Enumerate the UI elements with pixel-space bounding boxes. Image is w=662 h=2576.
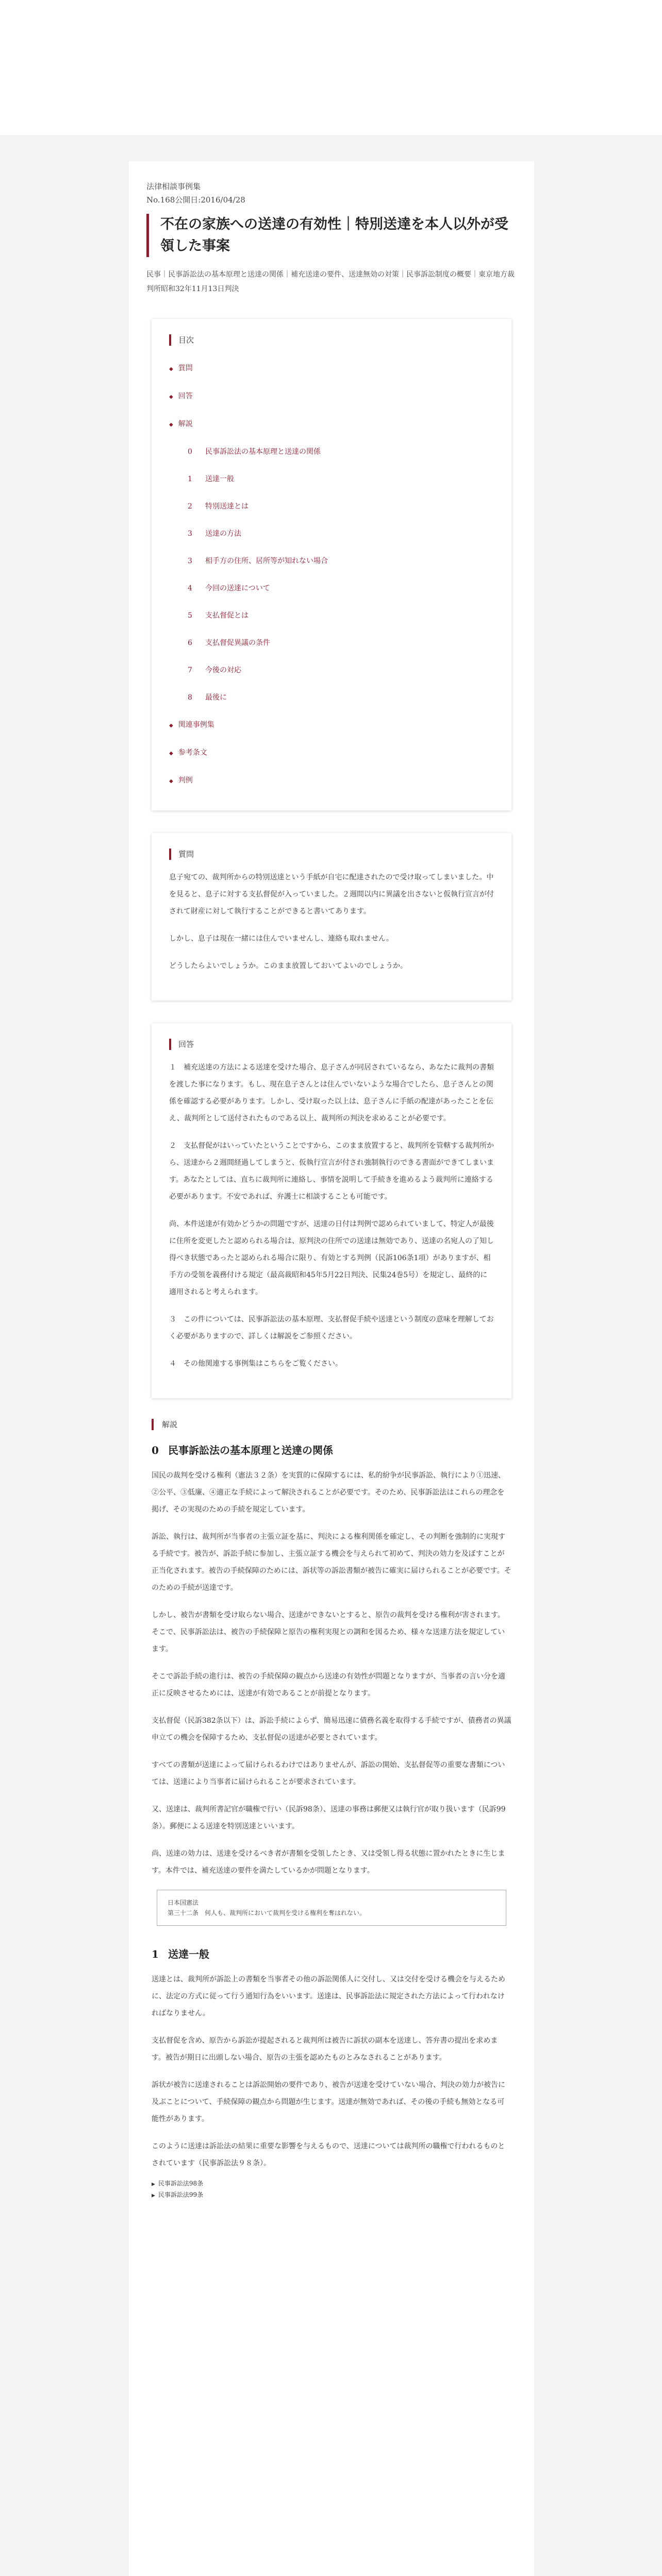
commentary-paragraph: そこで訴訟手続の進行は、被告の手続保障の観点から送達の有効性が問題となりますが、当事者の言い分を適正に反映させるためには、送達が有効であることが前提となります。	[152, 1672, 505, 1698]
toc-heading: 目次	[169, 334, 494, 346]
toc-sub-num: 8	[188, 693, 192, 702]
toc-sub-num: 6	[188, 639, 192, 647]
commentary-paragraph: すべての書類が送達によって届けられるわけではありませんが、訴訟の開始、支払督促等の重要な書類については、送達により当事者に届けられることが要求されています。	[152, 1761, 505, 1786]
keywords: 民事｜民事訴訟法の基本原理と送達の関係｜補充送達の要件、送達無効の対策｜民事訴訟制度の概要｜東京地方裁判所昭和32年11月13日判決	[146, 270, 515, 293]
commentary-paragraph: しかし、被告が書類を受け取らない場合、送達ができないとすると、原告の裁判を受ける権利が害されます。そこで、民事訴訟法は、被告の手続保障と原告の権利実現との調和を図るため、様々な送達方法を規定しています。	[152, 1611, 505, 1653]
statute-link-label: 民事訴訟法98条	[158, 2180, 204, 2187]
toc-item-related[interactable]	[169, 711, 494, 739]
toc-sub-label: 今回の送達について	[205, 584, 270, 592]
toc-sub-label: 相手方の住所、居所等が知れない場合	[205, 557, 328, 565]
toc-item-label: 判例	[178, 776, 193, 785]
toc-sub-num: 7	[188, 666, 192, 674]
toc-sub-num: 2	[188, 502, 192, 511]
commentary-paragraph: 支払督促（民訴382条以下）は、訴訟手続によらず、簡易迅速に債務名義を取得する手続ですが、債務者の異議申立ての機会を保障するため、支払督促の送達が必要とされています。	[152, 1717, 511, 1742]
toc-item-question[interactable]	[169, 355, 494, 383]
commentary-section	[146, 1419, 517, 2201]
answer-box	[152, 1023, 511, 1398]
toc-sub-num: 1	[188, 475, 192, 483]
section-heading	[152, 1946, 511, 1962]
category-label: 法律相談事例集	[146, 182, 201, 191]
toc-sub-item[interactable]	[169, 575, 494, 602]
toc-item-label: 参考条文	[178, 749, 207, 757]
statute-link[interactable]	[152, 2178, 511, 2190]
bullet-icon: ◆	[169, 422, 173, 428]
answer-paragraph: ２ 支払督促がはいっていたということですから、このまま放置すると、裁判所を管轄する裁判所から、送達から２週間経過してしまうと、仮執行宣言が付され強制執行のできる書面ができてしまいます。あなたとしては、直ちに裁判所に連絡し、事情を説明して手続きを進めるよう裁判所に連絡する必要があります。不安であれば、弁護士に相談することも可能です。	[169, 1142, 494, 1201]
commentary-paragraph: このように送達は訴訟法の結果に重要な影響を与えるもので、送達については裁判所の職権で行われるものとされています（民事訴訟法９８条）。	[152, 2142, 505, 2167]
commentary-paragraph: 支払督促を含め、原告から訴訟が提起されると裁判所は被告に訴状の副本を送達し、答弁書の提出を求めます。被告が期日に出頭しない場合、原告の主張を認めたものとみなされることがあります。	[152, 2037, 498, 2062]
toc-sub-num: 3	[188, 557, 192, 565]
commentary-paragraph: 又、送達は、裁判所書記官が職権で行い（民訴98条）、送達の事務は郵便又は執行官が取り扱います（民訴99条）。郵便による送達を特別送達といいます。	[152, 1805, 506, 1831]
toc-item-precedents[interactable]	[169, 767, 494, 795]
commentary-paragraph: 国民の裁判を受ける権利（憲法３２条）を実質的に保障するには、私的紛争が民事訴訟、執行により①迅速、②公平、③低廉、④適正な手続によって解決されることが必要です。そのため、民事訴訟法はこれらの理念を掲げ、その実現のための手続を規定しています。	[152, 1471, 505, 1514]
toc-sub-item[interactable]	[169, 548, 494, 575]
article-meta	[146, 161, 517, 207]
section-heading	[152, 1443, 511, 1458]
statute-link[interactable]	[152, 2190, 511, 2201]
commentary-paragraph: 訴訟、執行は、裁判所が当事者の主張立証を基に、判決による権利関係を確定し、その判断を強制的に実現する手続です。被告が、訴訟手続に参加し、主張立証する機会を与えられて初めて、判決の効力を及ぼすことが正当化されます。被告の手続保障のためには、訴状等の訴訟書類が被告に確実に届けられることが必要です。そのための手続が送達です。	[152, 1533, 511, 1592]
toc-sub-label: 今後の対応	[205, 666, 241, 674]
bullet-icon: ◆	[169, 394, 173, 400]
answer-paragraph: １ 補充送達の方法による送達を受けた場合、息子さんが同居されているなら、あなたに裁判の書類を渡した事になります。もし、現在息子さんとは住んでいないような場合でしたら、息子さんとの関係を確認する必要があります。しかし、受け取った以上は、息子さんに手紙の配達があったことを伝え、裁判所として送付されたものである以上、裁判所の判決を求めることが必要です。	[169, 1063, 494, 1123]
statute-links	[152, 2178, 511, 2201]
toc-sub-num: 5	[188, 612, 192, 620]
toc-sub-item[interactable]	[169, 438, 494, 466]
statute-link-label: 民事訴訟法99条	[158, 2191, 204, 2198]
question-heading: 質問	[169, 849, 494, 860]
toc-sub-item[interactable]	[169, 630, 494, 657]
question-paragraph: どうしたらよいでしょうか。このまま放置しておいてよいのでしょうか。	[169, 962, 407, 970]
question-box	[152, 833, 511, 1001]
toc-sub-item[interactable]	[169, 466, 494, 493]
commentary-paragraph: 尚、送達の効力は、送達を受けるべき者が書類を受領したとき、又は受領し得る状態に置かれたときに生じます。本件では、補充送達の要件を満たしているかが問題となります。	[152, 1850, 505, 1875]
answer-paragraph: ４ その他関連する事例集はこちらをご覧ください。	[169, 1360, 342, 1368]
question-paragraph: しかし、息子は現在一緒には住んでいませんし、連絡も取れません。	[169, 935, 393, 943]
section-num: 0	[152, 1444, 159, 1456]
bullet-icon: ◆	[169, 366, 173, 372]
toc-sub-label: 最後に	[205, 693, 227, 702]
page-title: 不在の家族への送達の有効性｜特別送達を本人以外が受領した事案	[146, 214, 517, 257]
toc-sub-item[interactable]	[169, 493, 494, 520]
table-of-contents	[152, 319, 511, 810]
toc-item-label: 回答	[178, 392, 193, 400]
section-title: 送達一般	[168, 1948, 209, 1960]
statute-quote: 日本国憲法 第三十二条 何人も、裁判所において裁判を受ける権利を奪はれない。	[157, 1890, 506, 1926]
article	[129, 161, 534, 2576]
site-header	[0, 0, 662, 135]
toc-sub-label: 特別送達とは	[205, 502, 249, 511]
toc-sub-item[interactable]	[169, 520, 494, 548]
commentary-paragraph: 訴状が被告に送達されることは訴訟開始の要件であり、被告が送達を受けていない場合、判決の効力が被告に及ぶことについて、手続保障の観点から問題が生じます。送達が無効であれば、その後の手続も無効となる可能性があります。	[152, 2081, 505, 2123]
toc-sub-num: 0	[188, 448, 192, 456]
toc-sub-num: 3	[188, 530, 192, 538]
toc-sub-item[interactable]	[169, 684, 494, 711]
triangle-right-icon: ▶	[152, 2193, 155, 2198]
toc-sub-item[interactable]	[169, 657, 494, 684]
toc-item-commentary[interactable]	[169, 411, 494, 438]
commentary-paragraph: 送達とは、裁判所が訴訟上の書類を当事者その他の訴訟関係人に交付し、又は交付を受ける機会を与えるために、法定の方式に従って行う通知行為をいいます。送達は、民事訴訟法に規定された方法によって行われなければなりません。	[152, 1975, 505, 2018]
bullet-icon: ◆	[169, 723, 173, 728]
section-title: 民事訴訟法の基本原理と送達の関係	[168, 1444, 333, 1456]
question-paragraph: 息子宛ての、裁判所からの特別送達という手紙が自宅に配達されたので受け取ってしまいました。中を見ると、息子に対する支払督促が入っていました。２週間以内に異議を出さないと仮執行宣言が付されて財産に対して執行することができると書いてあります。	[169, 873, 494, 916]
toc-sub-label: 支払督促とは	[205, 612, 249, 620]
toc-item-label: 関連事例集	[178, 721, 214, 729]
toc-sub-item[interactable]	[169, 602, 494, 630]
toc-item-label: 質問	[178, 364, 193, 372]
bullet-icon: ◆	[169, 751, 173, 756]
toc-sub-label: 支払督促異議の条件	[205, 639, 270, 647]
answer-paragraph: 尚、本件送達が有効かどうかの問題ですが、送達の日付は判例で認められていまして、特定人が最後に住所を変更したと認められる場合は、原判決の住所での送達は無効であり、送達の名宛人の了知し得べき状態であったと認められる場合に限り、有効とする判例（民訴106条1項）がありますが、相手方の受領を義務付ける規定（最高裁昭和45年5月22日判決、民集24巻5号）を規定し、最終的に適用されると考えられます。	[169, 1220, 494, 1296]
toc-sub-label: 送達一般	[205, 475, 234, 483]
answer-paragraph: ３ この件については、民事訴訟法の基本原理、支払督促手続や送達という制度の意味を理解しておく必要がありますので、詳しくは解説をご参照ください。	[169, 1315, 494, 1341]
bullet-icon: ◆	[169, 778, 173, 784]
toc-sub-label: 民事訴訟法の基本原理と送達の関係	[205, 448, 321, 456]
toc-item-label: 解説	[178, 420, 193, 428]
answer-heading: 回答	[169, 1039, 494, 1050]
section-num: 1	[152, 1948, 159, 1960]
toc-sub-label: 送達の方法	[205, 530, 241, 538]
toc-item-answer[interactable]	[169, 383, 494, 411]
commentary-heading: 解説	[152, 1419, 511, 1430]
toc-sub-num: 4	[188, 584, 192, 592]
publish-info: No.168公開日:2016/04/28	[146, 195, 245, 205]
triangle-right-icon: ▶	[152, 2182, 155, 2187]
toc-item-statutes[interactable]	[169, 739, 494, 767]
